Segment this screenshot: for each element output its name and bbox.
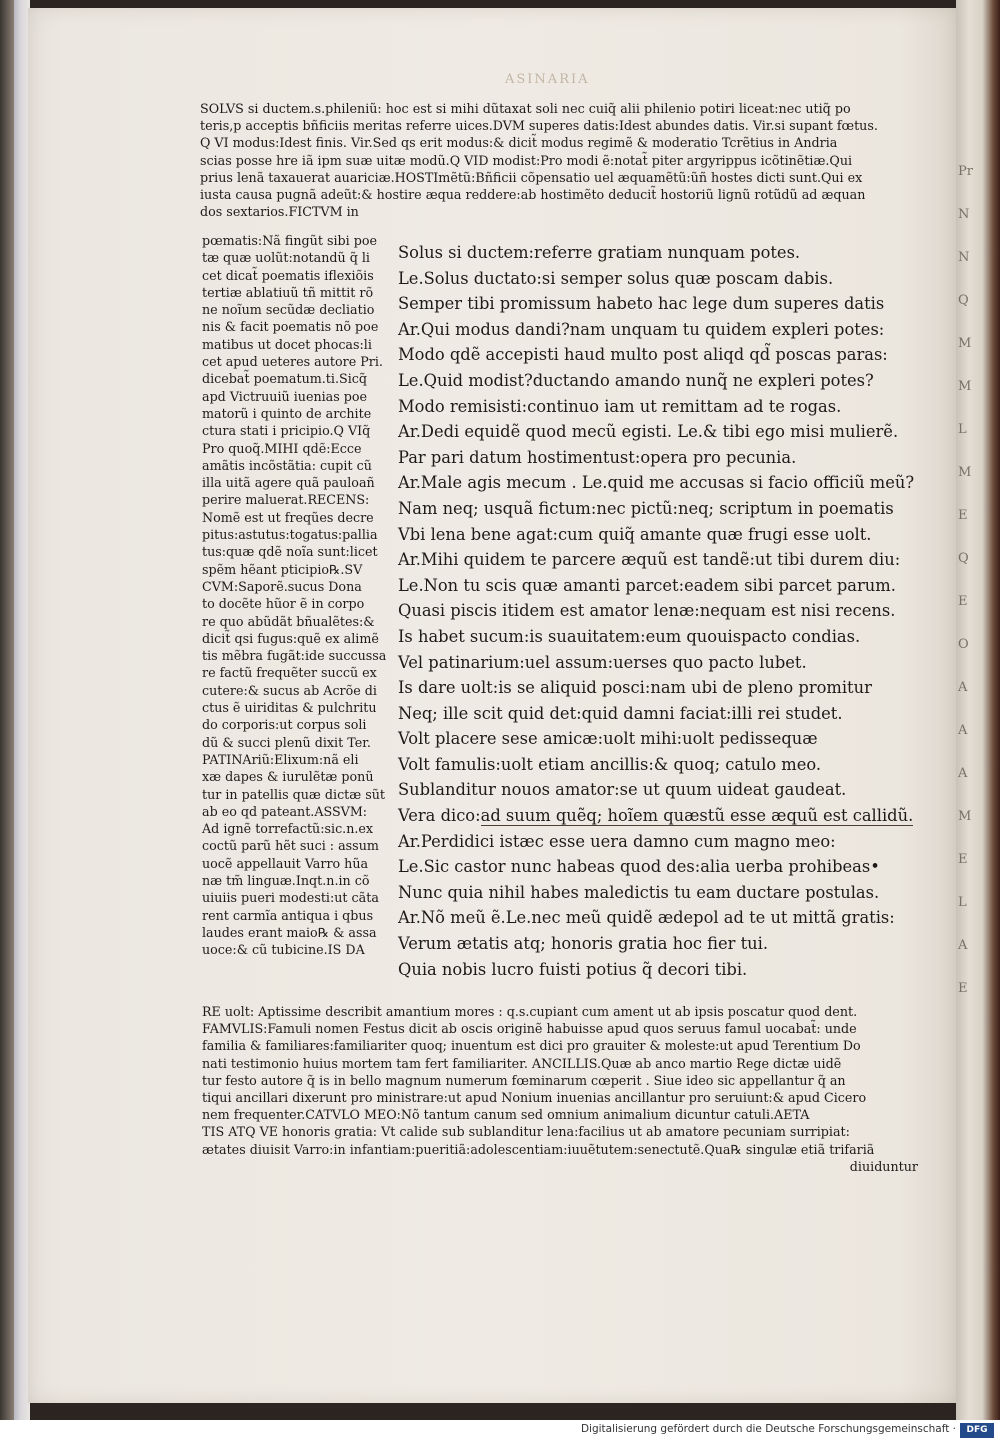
commentary-line: re factũ frequẽter succũ ex (202, 665, 377, 681)
facing-page-letter: A (958, 723, 968, 738)
commentary-line: scias posse hre iã ipm suæ uitæ modũ.Q VID modist:Pro modi ẽ:notat̃ piter argyrippus icõtinẽtiæ.Qui (200, 152, 853, 168)
verse-line: Le.Sic castor nunc habeas quod des:alia uerba prohibeas• (398, 857, 880, 877)
commentary-line: tiqui ancillari dixerunt pro ministrare:ut apud Nonium inuenias ancillantur pro seruiunt:& apud Cicero (202, 1090, 867, 1106)
facing-page-letter: E (958, 508, 968, 523)
commentary-line: TIS ATQ VE honoris gratia: Vt calide sub sublanditur lena:facilius ut ab amatore pecuniam surripiat: (202, 1124, 850, 1140)
facing-page-letter: N (958, 207, 970, 222)
commentary-line: prius lenã taxauerat auariciæ.HOSTImẽtũ:Bñficii cõpensatio uel æquamẽtũ:ũñ hostes dicti sunt.Qui ex (200, 169, 863, 185)
verse-line: Par pari datum hostimentust:opera pro pecunia. (398, 447, 797, 467)
commentary-line: iusta causa pugnã adeũt:& hostire æqua reddere:ab hostimẽto deducit̃ hostoriũ lignũ rotũdũ ad æquan (200, 187, 866, 203)
commentary-line: nem frequenter.CATVLO MEO:Nõ tantum canum sed omnium animalium dicuntur catuli.AETA (202, 1107, 810, 1123)
commentary-line: cutere:& sucus ab Acrõe di (202, 682, 377, 698)
commentary-line: dũ & succi plenũ dixit Ter. (202, 734, 371, 750)
commentary-line: Ad ignẽ torrefactũ:sic.n.ex (202, 821, 374, 837)
commentary-line: CVM:Saporẽ.sucus Dona (202, 578, 362, 594)
verse-line: Neq; ille scit quid det:quid damni faciat:illi rei studet. (398, 703, 843, 723)
facing-page-letter: E (958, 981, 968, 996)
commentary-line: uocẽ appellauit Varro hũa (202, 855, 369, 871)
verse-line: Ar.Mihi quidem te parcere æquũ est tandẽ:ut tibi durem diu: (398, 550, 901, 570)
verse-line: Quasi piscis itidem est amator lenæ:nequam est nisi recens. (398, 601, 896, 621)
verse-text: Vera dico: (398, 806, 481, 826)
commentary-line: pœmatis:Nã fingũt sibi poe (202, 233, 378, 248)
commentary-line: spẽm hẽant pticipio℞.SV (202, 561, 363, 577)
verse-line: Is dare uolt:is se aliquid posci:nam ubi de pleno promitur (398, 678, 872, 698)
verse-line (398, 803, 918, 829)
commentary-line: ætates diuisit Varro:in infantiam:pueritiã:adolescentiam:iuuẽtutem:senectutẽ.Qua℞ singulæ etiã trifariã (202, 1141, 875, 1157)
commentary-line: illa uitã agere quã pauloañ (202, 475, 375, 491)
commentary-line: Q VI modus:Idest finis. Vir.Sed qs erit modus:& dicit̃ modus regimẽ & moderatio Tcrẽtius in Andria (200, 135, 838, 151)
commentary-line: tus:quæ qdẽ noĩa sunt:licet (202, 544, 378, 560)
commentary-line: uoce:& cũ tubicine.IS DA (202, 942, 365, 958)
verse-line: Vel patinarium:uel assum:uerses quo pacto lubet. (398, 652, 807, 672)
commentary-line: re quo abũdãt bñualẽtes:& (202, 613, 375, 629)
commentary-line: matorũ i quinto de archite (202, 405, 372, 421)
verse-line: Verum ætatis atq; honoris gratia hoc fier tui. (398, 934, 769, 954)
verse-line: Modo remisisti:continuo iam ut remittam ad te rogas. (398, 396, 842, 416)
verse-line: Vbi lena bene agat:cum quiq̃ amante quæ frugi esse uolt. (398, 524, 872, 544)
commentary-line: RE uolt: Aptissime describit amantium mores : q.s.cupiant cum ament ut ab ipsis poscatur quod dent. (202, 1004, 858, 1019)
underlined-verse-text: ad suum quẽq; hoĩem quæstũ esse æquũ est callidũ. (480, 806, 914, 826)
commentary-line: ne noĩum secũdæ decliatio (202, 302, 375, 318)
footer-bar (0, 1420, 1000, 1442)
verse-line: Nunc quia nihil habes maledictis tu eam ductare postulas. (398, 882, 880, 902)
verse-line: Le.Quid modist?ductando amando nunq̃ ne expleri potes? (398, 370, 874, 390)
verse-line: Quia nobis lucro fuisti potius q̃ decori tibi. (398, 959, 748, 979)
verse-line: Ar.Perdidici istæc esse uera damno cum magno meo: (398, 831, 836, 851)
commentary-line: amãtis incõstãtia: cupit cũ (202, 457, 372, 473)
facing-page-letter: M (958, 809, 972, 824)
verse-line: Ar.Male agis mecum . Le.quid me accusas si facio officiũ meũ? (398, 473, 915, 493)
facing-page-letter: Pr (958, 164, 973, 179)
commentary-line: uiuiis pueri modesti:ut cãta (202, 890, 379, 906)
commentary-line: ab eo qd pateant.ASSVM: (202, 803, 368, 819)
commentary-line: dicit̃ qsi fugus:quẽ ex alimẽ (202, 630, 379, 646)
commentary-line: Nomẽ est ut freqũes decre (202, 509, 374, 525)
verse-line: Solus si ductem:referre gratiam nunquam potes. (398, 243, 801, 262)
commentary-line: matibus ut docet phocas:li (202, 336, 372, 352)
commentary-line: dicebat̃ poematum.ti.Sicq̃ (202, 371, 367, 387)
commentary-line: teris,p acceptis bñficiis meritas referre uices.DVM superes datis:Idest abundes datis. Vir.si supant fœtus. (200, 118, 878, 134)
verse-line: Le.Solus ductato:si semper solus quæ poscam dabis. (398, 268, 834, 288)
commentary-line: tæ quæ uolũt:notandũ q̃ li (202, 250, 370, 266)
commentary-line: ctura stati i pricipio.Q VIq̃ (202, 423, 371, 439)
verse-line: Le.Non tu scis quæ amanti parcet:eadem sibi parcet parum. (398, 575, 896, 595)
verse-line: Volt famulis:uolt etiam ancillis:& quoq; catulo meo. (398, 754, 822, 774)
dfg-credit-text: Digitalisierung gefördert durch die Deutsche Forschungsgemeinschaft · (580, 1423, 956, 1435)
facing-page-letter: A (958, 680, 968, 695)
facing-page-letter: A (958, 766, 968, 781)
facing-page-letter: M (958, 336, 972, 351)
dfg-logo: DFG (960, 1423, 994, 1438)
facing-page-letter: M (958, 465, 972, 480)
left-commentary-column (202, 232, 388, 958)
verse-column (398, 240, 918, 982)
commentary-line: coctũ parũ hẽt suci : assum (202, 838, 379, 854)
verse-line: Ar.Nõ meũ ẽ.Le.nec meũ quidẽ ædepol ad te ut mittã gratis: (398, 908, 895, 928)
commentary-line: FAMVLIS:Famuli nomen Festus dicit ab oscis originẽ habuisse apud quos seruus famul uocabat̃: unde (202, 1021, 857, 1037)
commentary-line: rent carmĩa antiqua i qbus (202, 907, 374, 923)
commentary-line: cet dicat̃ poematis iflexiõis (202, 267, 374, 283)
commentary-line: pitus:astutus:togatus:pallia (202, 527, 378, 543)
commentary-line: cet apud ueteres autore Pri. (202, 354, 383, 370)
commentary-line: ctus ẽ uiriditas & pulchritu (202, 700, 377, 716)
verse-line: Is habet sucum:is suauitatem:eum quouispacto condias. (398, 626, 861, 646)
commentary-line: perire maluerat.RECENS: (202, 492, 370, 508)
facing-page-letter: Q (958, 293, 969, 308)
commentary-line: nati testimonio huius mortem tam fert familiariter. ANCILLIS.Quæ ab anco martio Rege dictæ uidẽ (202, 1055, 842, 1071)
verse-line: Modo qdẽ accepisti haud multo post aliqd qd̃ poscas paras: (398, 345, 888, 365)
commentary-line: næ tm̃ linguæ.Inqt.n.in cõ (202, 872, 370, 888)
verse-line: Ar.Dedi equidẽ quod mecũ egisti. Le.& tibi ego misi mulierẽ. (398, 422, 899, 442)
commentary-line: tis mẽbra fugãt:ide succussa (202, 648, 387, 664)
commentary-line: xæ dapes & iurulẽtæ ponũ (202, 769, 374, 785)
verse-line: Volt placere sese amicæ:uolt mihi:uolt pedissequæ (398, 729, 818, 749)
commentary-line: SOLVS si ductem.s.phileniũ: hoc est si mihi dũtaxat soli nec cuiq̃ alii philenio potiri liceat:nec utiq̃ po (200, 101, 851, 116)
commentary-line: do corporis:ut corpus soli (202, 717, 367, 733)
verse-line: Sublanditur nouos amator:se ut quum uideat gaudeat. (398, 780, 847, 800)
top-commentary (200, 100, 918, 220)
commentary-line: PATINAriũ:Elixum:nã eli (202, 751, 359, 767)
facing-page-letter: E (958, 852, 968, 867)
facing-page-letter: L (958, 895, 967, 910)
bottom-commentary (202, 1003, 918, 1175)
commentary-line: to docẽte hũor ẽ in corpo (202, 596, 365, 612)
commentary-line: Pro quoq̃.MIHI qdẽ:Ecce (202, 440, 362, 456)
verse-line: Semper tibi promissum habeto hac lege dum superes datis (398, 294, 885, 314)
facing-page-letter: N (958, 250, 970, 265)
facing-page-letter: E (958, 594, 968, 609)
commentary-line: tertiæ ablatiuũ tñ mittit rõ (202, 284, 374, 300)
verse-line: Ar.Qui modus dandi?nam unquam tu quidem expleri potes: (398, 319, 885, 339)
running-head: ASINARIA (505, 72, 590, 87)
commentary-line: tur in patellis quæ dictæ sũt (202, 786, 386, 802)
commentary-line: laudes erant maio℞ & assa (202, 924, 377, 940)
facing-page-letter: M (958, 379, 972, 394)
commentary-line: nis & facit poematis nõ poe (202, 319, 379, 335)
commentary-last-line: diuiduntur (849, 1158, 918, 1174)
commentary-line: tur festo autore q̃ is in bello magnum numerum fœminarum cœperit . Siue ideo sic appellantur q̃ an (202, 1072, 846, 1088)
facing-page-letter: Q (958, 551, 969, 566)
verse-line: Nam neq; usquã fictum:nec pictũ:neq; scriptum in poematis (398, 498, 894, 518)
commentary-line: dos sextarios.FICTVM in (200, 204, 359, 220)
commentary-line: familia & familiares:familiariter quoq; inuentum est dici pro grauiter & moleste:ut apud Terentium Do (202, 1038, 861, 1054)
facing-page-letter: O (958, 637, 969, 652)
facing-page-letter: A (958, 938, 968, 953)
facing-page-letter: L (958, 422, 967, 437)
book-cover-edge (0, 0, 14, 1420)
facing-page-letters (958, 150, 998, 1150)
commentary-line: apd Victruuiũ iuenias poe (202, 388, 368, 404)
